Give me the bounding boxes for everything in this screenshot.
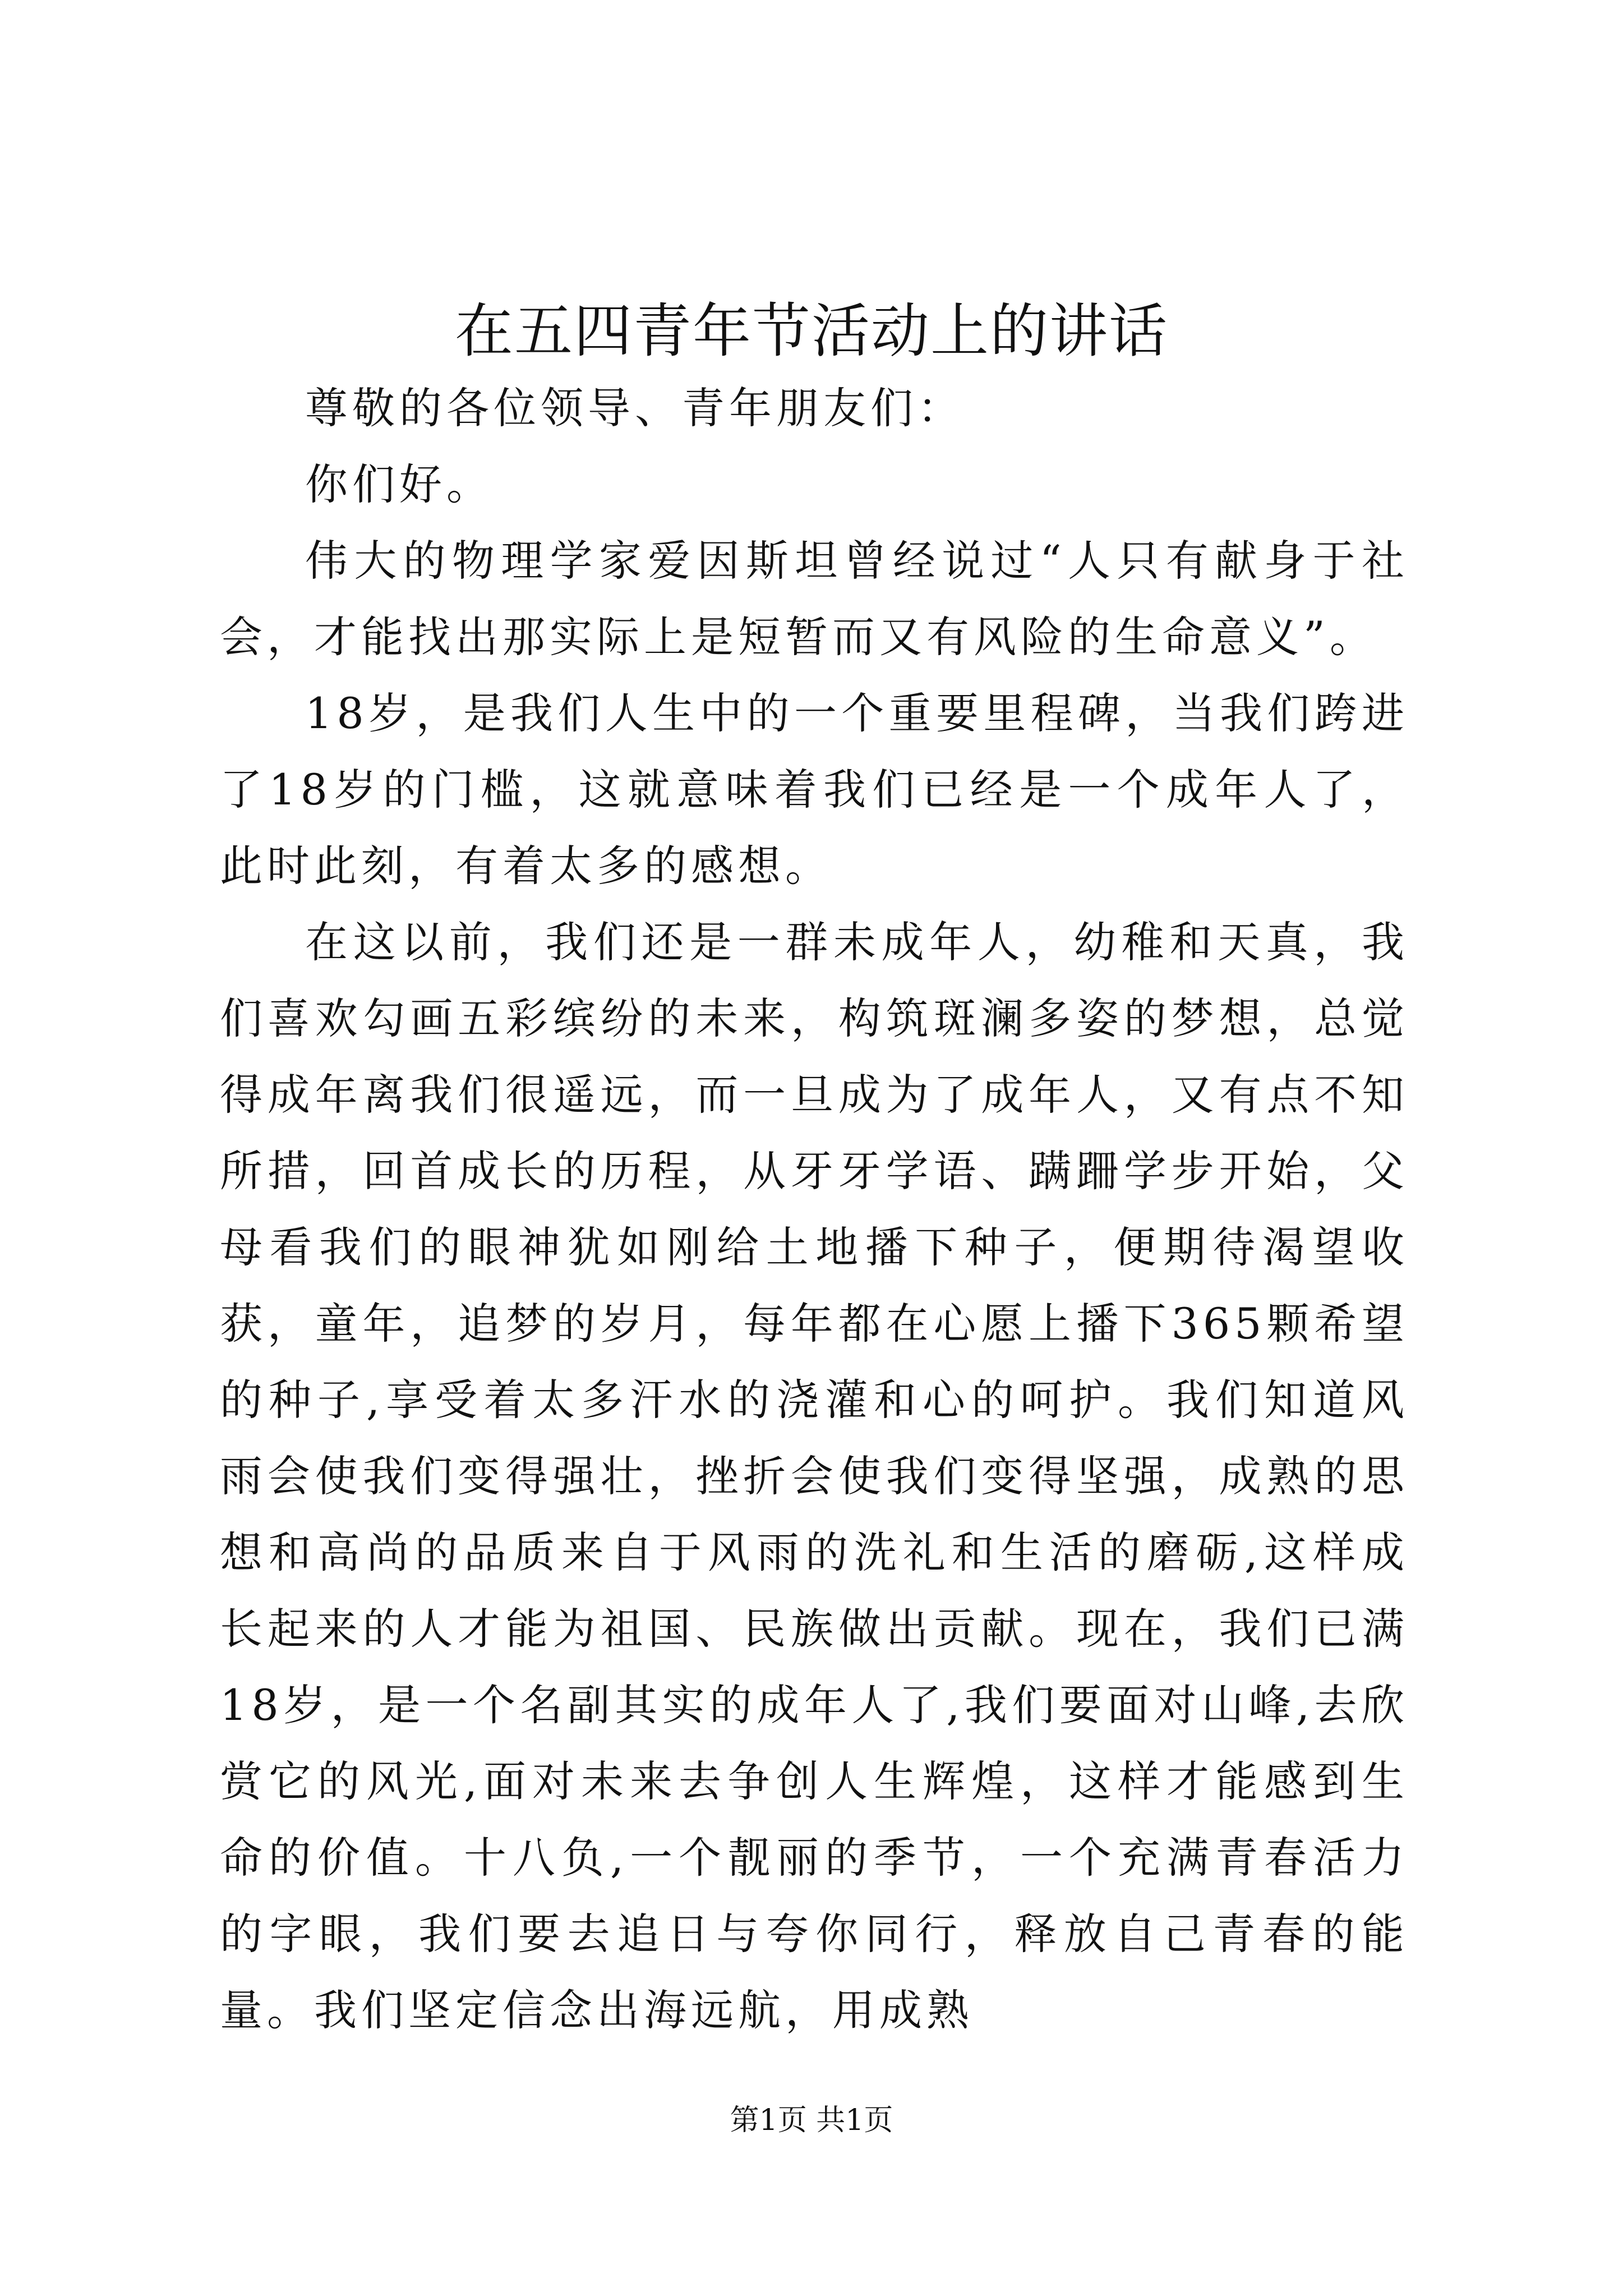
greeting-paragraph: 你们好。 bbox=[305, 459, 494, 509]
quote-paragraph: 伟大的物理学家爱因斯坦曾经说过“人只有献身于社会，才能找出那实际上是短暂而又有风险的生命意义”。 bbox=[220, 536, 1409, 662]
document-body bbox=[220, 370, 1409, 2049]
salutation-paragraph: 尊敬的各位领导、青年朋友们： bbox=[305, 383, 965, 433]
reflection-paragraph: 在这以前，我们还是一群未成年人，幼稚和天真，我们喜欢勾画五彩缤纷的未来，构筑斑澜多姿的梦想，总觉得成年离我们很遥远，而一旦成为了成年人，又有点不知所措，回首成长的历程，从牙牙学语、蹒跚学步开始，父母看我们的眼神犹如刚给土地播下种子，便期待渴望收获，童年，追梦的岁月，每年都在心愿上播下365颗希望的种子,享受着太多汗水的浇灌和心的呵护。我们知道风雨会使我们变得强壮，挫折会使我们变得坚强，成熟的思想和高尚的品质来自于风雨的洗礼和生活的磨砺,这样成长起来的人才能为祖国、民族做出贡献。现在，我们已满18岁，是一个名副其实的成年人了,我们要面对山峰,去欣赏它的风光,面对未来去争创人生辉煌，这样才能感到生命的价值。十八负,一个靓丽的季节，一个充满青春活力的字眼，我们要去追日与夸你同行，释放自己青春的能量。我们坚定信念出海远航，用成熟 bbox=[220, 917, 1409, 2035]
document-title: 在五四青年节活动上的讲话 bbox=[454, 297, 1168, 365]
page-footer: 第1页 共1页 bbox=[730, 2104, 893, 2137]
milestone-paragraph: 18岁，是我们人生中的一个重要里程碑，当我们跨进了18岁的门槛，这就意味着我们已经是一个成年人了，此时此刻，有着太多的感想。 bbox=[220, 688, 1409, 891]
